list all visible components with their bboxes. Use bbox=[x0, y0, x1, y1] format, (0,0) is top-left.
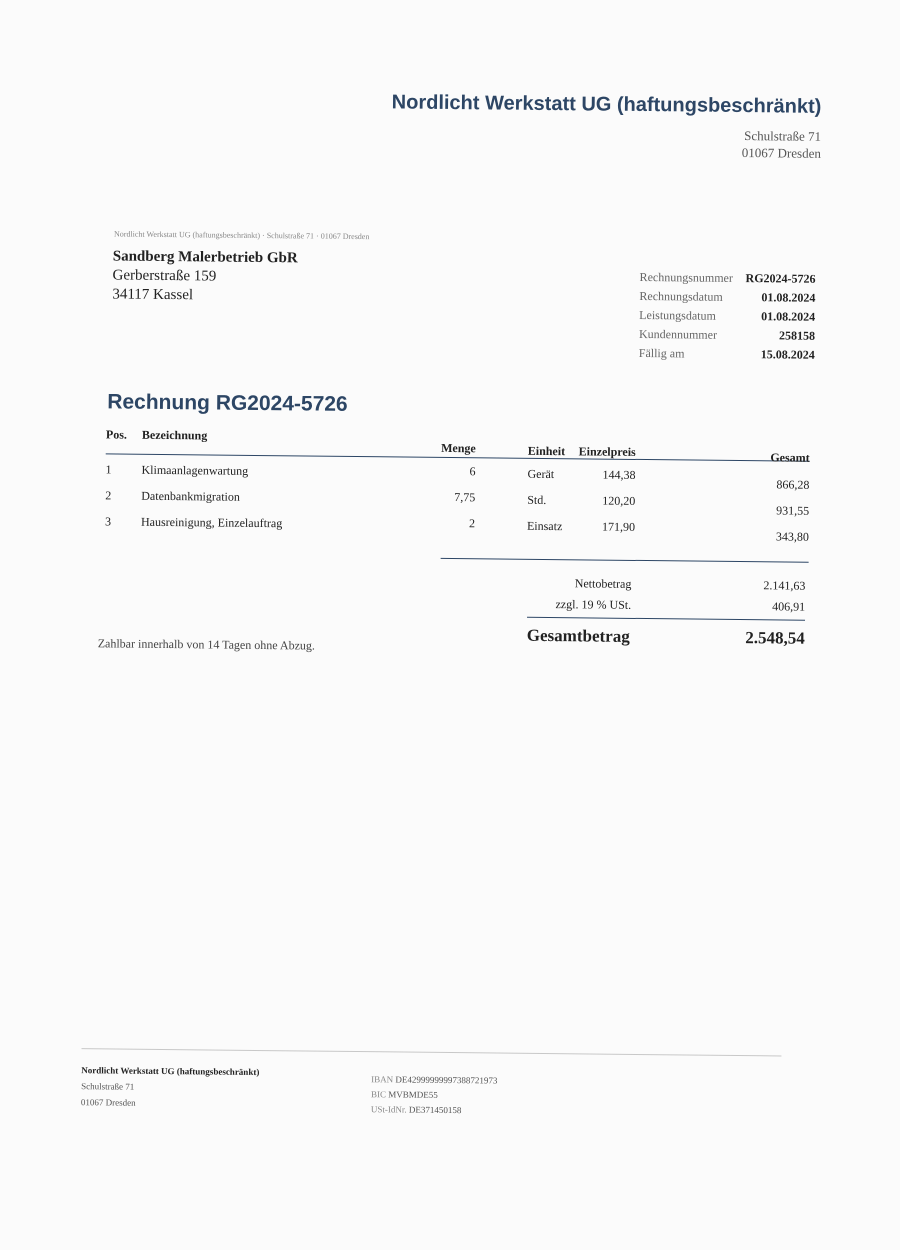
footer-ustid bbox=[371, 1102, 497, 1118]
company-address bbox=[742, 127, 821, 162]
cell-gesamt: 866,28 bbox=[776, 477, 810, 492]
footer-iban bbox=[371, 1072, 497, 1088]
meta-value: 01.08.2024 bbox=[761, 309, 816, 324]
iban-value: DE42999999997388721973 bbox=[395, 1074, 498, 1086]
vat-value: 406,91 bbox=[772, 599, 806, 614]
meta-value: 01.08.2024 bbox=[761, 290, 816, 305]
cell-bezeichnung: Klimaanlagenwartung bbox=[141, 462, 249, 478]
cell-pos: 2 bbox=[105, 488, 112, 503]
header-einheit: Einheit bbox=[527, 443, 566, 459]
recipient-address bbox=[112, 247, 298, 306]
net-row bbox=[527, 573, 805, 597]
footer-bank bbox=[371, 1072, 498, 1118]
grand-total-value: 2.548,54 bbox=[745, 628, 805, 648]
header-pos: Pos. bbox=[105, 427, 127, 442]
bic-label: BIC bbox=[370, 1089, 387, 1100]
cell-einheit: Std. bbox=[527, 492, 547, 508]
cell-menge: 2 bbox=[468, 516, 476, 531]
footer-company-name: Nordlicht Werkstatt UG (haftungsbeschränkt) bbox=[81, 1065, 260, 1078]
ustid-value: DE371450158 bbox=[408, 1104, 462, 1116]
cell-pos: 1 bbox=[105, 462, 112, 477]
cell-einheit: Einsatz bbox=[526, 518, 563, 534]
meta-row bbox=[639, 325, 815, 346]
header-menge: Menge bbox=[441, 440, 476, 456]
grand-total-row bbox=[527, 617, 805, 651]
net-value: 2.141,63 bbox=[763, 578, 806, 593]
totals-block bbox=[527, 573, 806, 651]
cell-einheit: Gerät bbox=[527, 466, 555, 482]
cell-bezeichnung: Datenbankmigration bbox=[141, 488, 240, 504]
cell-pos: 3 bbox=[104, 514, 112, 529]
ustid-label: USt-IdNr. bbox=[370, 1104, 407, 1115]
cell-gesamt: 343,80 bbox=[775, 529, 809, 544]
meta-value: 258158 bbox=[778, 328, 816, 343]
company-name: Nordlicht Werkstatt UG (haftungsbeschränkt) bbox=[391, 91, 822, 118]
header-gesamt: Gesamt bbox=[770, 450, 810, 465]
cell-bezeichnung: Hausreinigung, Einzelauftrag bbox=[140, 514, 283, 531]
table-end-rule bbox=[441, 558, 809, 563]
cell-menge: 6 bbox=[469, 464, 476, 479]
meta-label: Fällig am bbox=[638, 345, 685, 361]
payment-note: Zahlbar innerhalb von 14 Tagen ohne Abzug. bbox=[97, 636, 316, 653]
footer-city: 01067 Dresden bbox=[80, 1097, 136, 1108]
invoice-meta bbox=[639, 268, 816, 365]
vat-label: zzgl. 19 % USt. bbox=[555, 597, 632, 612]
footer-divider bbox=[81, 1048, 781, 1056]
cell-gesamt: 931,55 bbox=[776, 503, 810, 518]
iban-label: IBAN bbox=[371, 1074, 394, 1085]
meta-label: Kundennummer bbox=[638, 326, 718, 342]
meta-row bbox=[639, 344, 815, 365]
cell-menge: 7,75 bbox=[454, 490, 476, 505]
net-label: Nettobetrag bbox=[574, 576, 632, 591]
footer-company bbox=[81, 1062, 260, 1112]
grand-total-label: Gesamtbetrag bbox=[526, 625, 630, 646]
invoice-title: Rechnung RG2024-5726 bbox=[107, 390, 348, 416]
cell-einzelpreis: 144,38 bbox=[602, 467, 636, 482]
bic-value: MVBMDE55 bbox=[388, 1089, 438, 1100]
meta-label: Rechnungsdatum bbox=[639, 288, 723, 304]
meta-label: Leistungsdatum bbox=[639, 307, 716, 323]
meta-row bbox=[639, 287, 815, 308]
recipient-street: Gerberstraße 159 bbox=[112, 267, 217, 285]
footer-bic bbox=[371, 1087, 497, 1103]
footer-street: Schulstraße 71 bbox=[81, 1081, 135, 1092]
meta-value: 15.08.2024 bbox=[760, 347, 815, 362]
line-items-table bbox=[104, 427, 810, 544]
header-bezeichnung: Bezeichnung bbox=[141, 427, 208, 443]
meta-value: RG2024-5726 bbox=[745, 271, 816, 286]
sender-line: Nordlicht Werkstatt UG (haftungsbeschränkt) · Schulstraße 71 · 01067 Dresden bbox=[113, 229, 370, 242]
company-city: 01067 Dresden bbox=[741, 145, 821, 161]
recipient-name: Sandberg Malerbetrieb GbR bbox=[112, 248, 298, 267]
meta-row bbox=[639, 306, 815, 327]
cell-einzelpreis: 171,90 bbox=[601, 519, 636, 534]
cell-einzelpreis: 120,20 bbox=[602, 493, 636, 508]
meta-label: Rechnungsnummer bbox=[639, 269, 733, 285]
recipient-city: 34117 Kassel bbox=[112, 286, 194, 304]
company-street: Schulstraße 71 bbox=[744, 128, 822, 144]
header-einzelpreis: Einzelpreis bbox=[578, 444, 636, 459]
meta-row bbox=[639, 268, 815, 289]
vat-row bbox=[527, 594, 805, 618]
